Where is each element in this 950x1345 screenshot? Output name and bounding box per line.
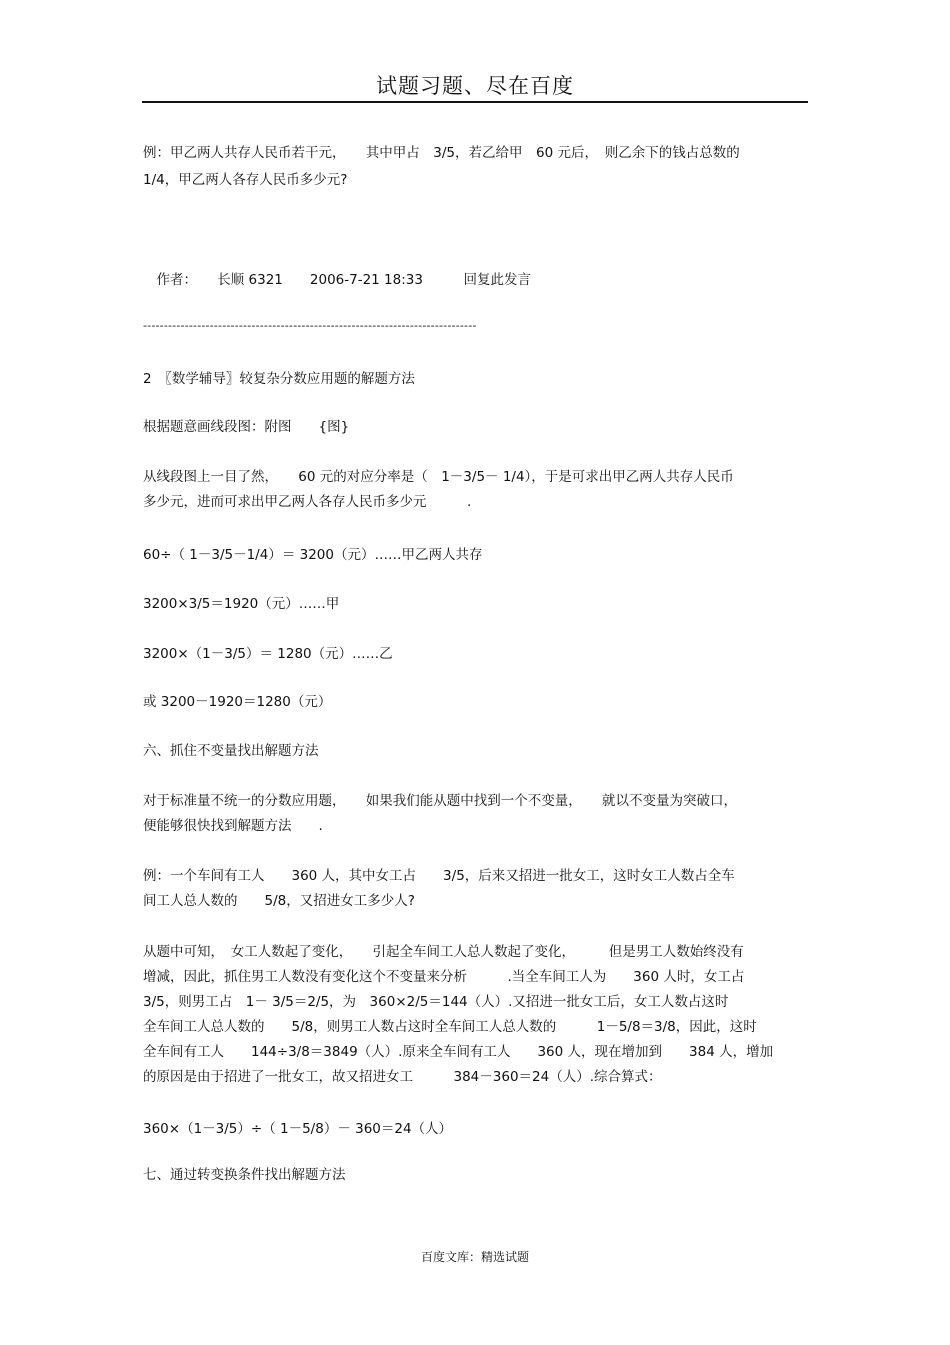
dashed-separator: -------------------------------------------------------------------------------- (143, 319, 477, 332)
section6-intro-line-2: 便能够很快找到解题方法 . (143, 818, 323, 834)
example1-line-1: 例：甲乙两人共存人民币若干元， 其中甲占 3/5，若乙给甲 60 元后， 则乙余下的钱占总数的 (143, 145, 740, 161)
page-header-title: 试题习题、尽在百度 (376, 74, 574, 98)
analysis-line-1: 从题中可知， 女工人数起了变化， 引起全车间工人总人数起了变化， 但是男工人数始终没有 (143, 944, 744, 960)
explain-line-2: 多少元，进而可求出甲乙两人各存人民币多少元 . (143, 494, 472, 510)
calc-line-4: 或 3200－1920＝1280（元） (143, 694, 332, 710)
calc-line-2: 3200×3/5＝1920（元）……甲 (143, 596, 340, 612)
post-meta: 作者： 长顺 6321 2006-7-21 18:33 回复此发言 (143, 272, 531, 288)
explain-line-1: 从线段图上一目了然， 60 元的对应分率是（ 1－3/5－ 1/4），于是可求出甲乙两人共存人民币 (143, 469, 734, 485)
section6-intro-line-1: 对于标准量不统一的分数应用题， 如果我们能从题中找到一个不变量， 就以不变量为突破口， (143, 793, 737, 809)
page-footer: 百度文库：精选试题 (420, 1250, 529, 1264)
header-divider (142, 101, 808, 103)
section6-example-line-2: 间工人总人数的 5/8，又招进女工多少人? (143, 893, 415, 909)
analysis-line-2: 增减，因此，抓住男工人数没有变化这个不变量来分析 .当全车间工人为 360 人时，女工占 (143, 969, 745, 985)
section6-example-line-1: 例：一个车间有工人 360 人，其中女工占 3/5，后来又招进一批女工，这时女工人数占全车 (143, 868, 735, 884)
calc-line-1: 60÷（ 1－3/5－1/4）＝ 3200（元）……甲乙两人共存 (143, 547, 483, 563)
section7-heading: 七、通过转变换条件找出解题方法 (143, 1167, 346, 1183)
section2-heading: 2 〖数学辅导〗较复杂分数应用题的解题方法 (143, 371, 415, 387)
calc-line-3: 3200×（1－3/5）＝ 1280（元）……乙 (143, 646, 393, 662)
combined-formula: 360×（1－3/5）÷（ 1－5/8）－ 360＝24（人） (143, 1121, 453, 1137)
analysis-line-3: 3/5，则男工占 1－ 3/5＝2/5，为 360×2/5＝144（人）.又招进一批女工后，女工人数占这时 (143, 994, 729, 1010)
section6-heading: 六、抓住不变量找出解题方法 (143, 743, 319, 759)
example1-line-2: 1/4，甲乙两人各存人民币多少元? (143, 172, 348, 188)
analysis-line-4: 全车间工人总人数的 5/8，则男工人数占这时全车间工人总人数的 1－5/8＝3/8，因此，这时 (143, 1019, 757, 1035)
figure-note: 根据题意画线段图：附图 {图} (143, 419, 350, 435)
analysis-line-5: 全车间有工人 144÷3/8＝3849（人）.原来全车间有工人 360 人，现在增加到 384 人，增加 (143, 1044, 774, 1060)
analysis-line-6: 的原因是由于招进了一批女工，故又招进女工 384－360＝24（人）.综合算式： (143, 1069, 662, 1085)
